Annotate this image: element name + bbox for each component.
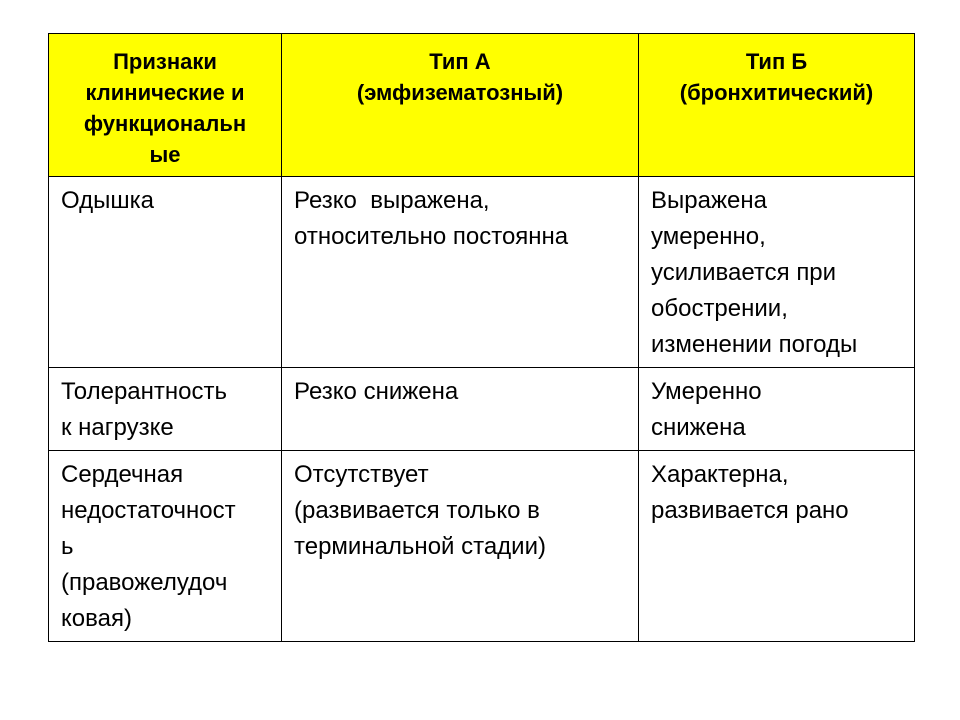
header-type-b-line: Тип Б bbox=[745, 49, 808, 74]
comparison-table bbox=[48, 33, 915, 642]
cell-line: Характерна, bbox=[651, 461, 789, 488]
header-type-a-line: (эмфизематозный) bbox=[356, 80, 564, 105]
cell-line: Толерантность bbox=[61, 378, 227, 405]
header-type-b-line: (бронхитический) bbox=[679, 80, 874, 105]
cell-line: умеренно, bbox=[651, 223, 766, 250]
header-type-b bbox=[639, 34, 915, 177]
table-row bbox=[49, 368, 915, 451]
cell-line: относительно постоянна bbox=[294, 223, 569, 250]
cell-line: Сердечная bbox=[61, 461, 184, 488]
cell-line: (правожелудоч bbox=[61, 569, 228, 596]
cell-line: обострении, bbox=[651, 295, 788, 322]
cell-sign bbox=[49, 177, 282, 368]
cell-line: Резко снижена bbox=[294, 378, 459, 405]
cell-line: недостаточност bbox=[61, 497, 236, 524]
cell-type-b bbox=[639, 177, 915, 368]
cell-line: Умеренно bbox=[651, 378, 762, 405]
cell-line: терминальной стадии) bbox=[294, 533, 546, 560]
cell-line: усиливается при bbox=[651, 259, 837, 286]
table-row bbox=[49, 177, 915, 368]
cell-type-a bbox=[282, 177, 639, 368]
header-type-a bbox=[282, 34, 639, 177]
cell-line: ковая) bbox=[61, 605, 132, 632]
cell-type-a bbox=[282, 451, 639, 642]
cell-type-a bbox=[282, 368, 639, 451]
cell-line: ь bbox=[61, 533, 74, 560]
cell-sign bbox=[49, 451, 282, 642]
cell-line: снижена bbox=[651, 414, 746, 441]
cell-line: Выражена bbox=[651, 187, 767, 214]
cell-line: Резко выражена, bbox=[294, 187, 490, 214]
header-signs-line: клинические и bbox=[85, 80, 245, 105]
cell-line: Отсутствует bbox=[294, 461, 429, 488]
header-signs-line: функциональн bbox=[83, 111, 247, 136]
cell-line: развивается рано bbox=[651, 497, 849, 524]
cell-sign bbox=[49, 368, 282, 451]
cell-type-b bbox=[639, 451, 915, 642]
cell-line: (развивается только в bbox=[294, 497, 540, 524]
table-header-row bbox=[49, 34, 915, 177]
cell-line: к нагрузке bbox=[61, 414, 174, 441]
header-signs-line: Признаки bbox=[113, 49, 217, 74]
header-type-a-line: Тип А bbox=[429, 49, 491, 74]
table-row bbox=[49, 451, 915, 642]
header-signs-line: ые bbox=[149, 142, 181, 167]
cell-line: изменении погоды bbox=[651, 331, 858, 358]
header-signs bbox=[49, 34, 282, 177]
cell-line: Одышка bbox=[61, 187, 155, 214]
cell-type-b bbox=[639, 368, 915, 451]
